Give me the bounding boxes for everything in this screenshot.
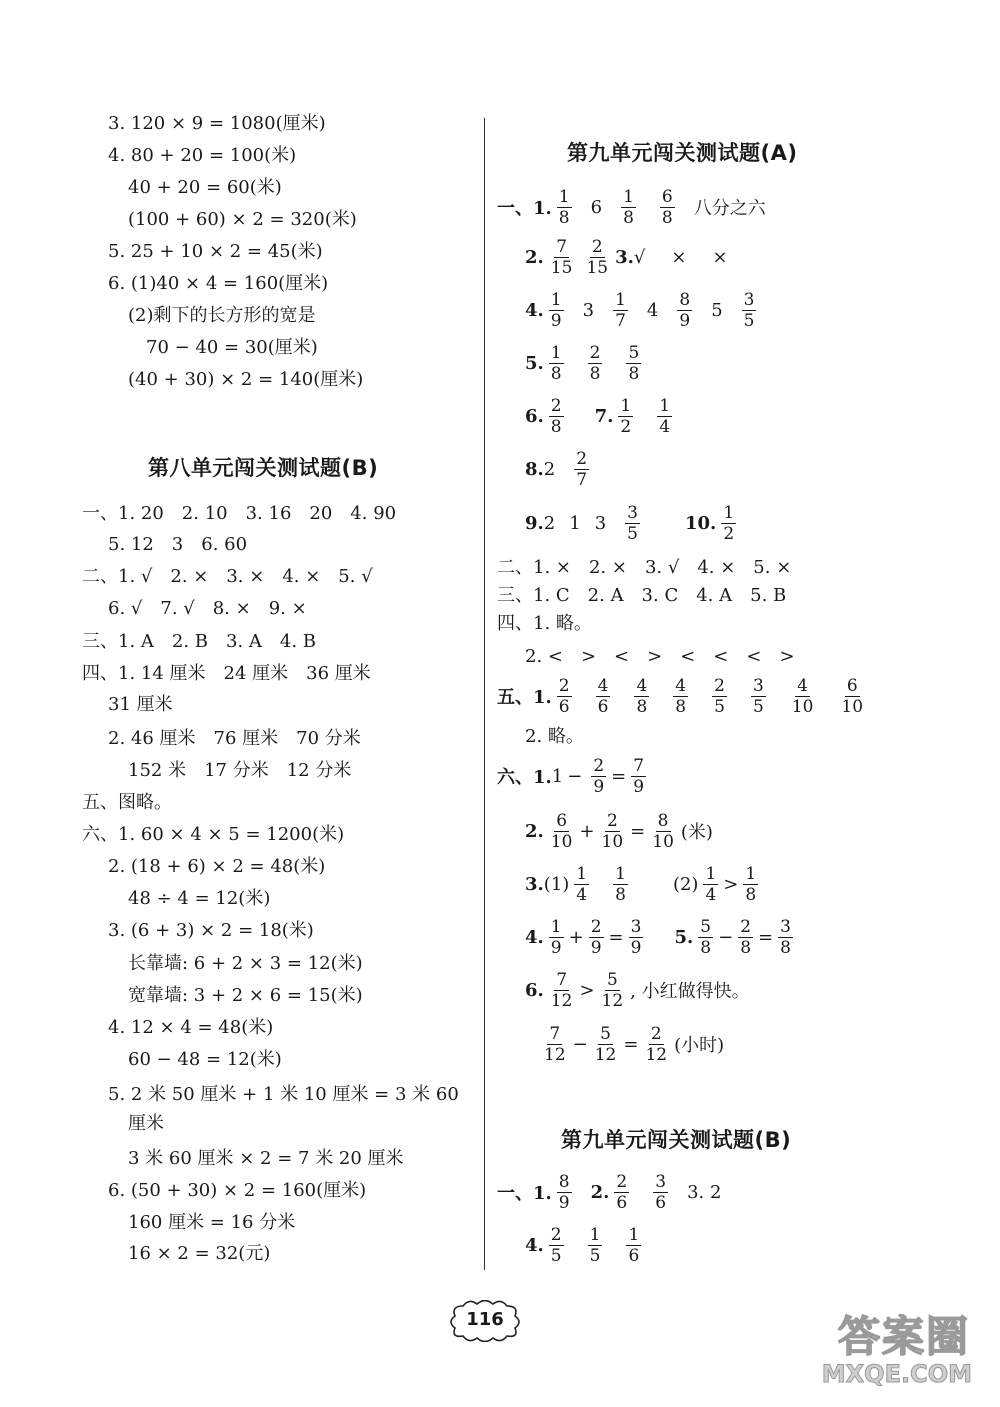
answer-line: 5. 25 + 10 × 2 = 45(米) (108, 241, 323, 262)
answer-text: , 小红做得快。 (630, 981, 750, 1002)
answer-row (497, 750, 651, 802)
answer-text: 4. (525, 299, 544, 321)
answer-text: 3 (582, 299, 595, 321)
fraction: $\frac{2}{9}$ (590, 916, 602, 958)
fraction: $\frac{3}{6}$ (655, 1171, 667, 1213)
fraction: $\frac{5}{8}$ (628, 342, 640, 384)
answer-text: (2) (672, 873, 699, 895)
answer-line: 4. 80 + 20 = 100(米) (108, 145, 297, 166)
answer-text: + (579, 820, 595, 842)
page-number: 116 (466, 1309, 504, 1330)
section-heading-unit9b: 第九单元闯关测试题(B) (561, 1128, 792, 1152)
answer-text: 4 (646, 299, 659, 321)
answer-line: 2. < > < > < < < > (525, 646, 795, 667)
answer-line: 6. (50 + 30) × 2 = 160(厘米) (108, 1180, 367, 1201)
fraction: $\frac{2}{8}$ (589, 342, 601, 384)
fraction: $\frac{1}{9}$ (550, 916, 562, 958)
answer-text: 7. (594, 405, 614, 427)
answer-line: (2)剩下的长方形的宽是 (128, 305, 316, 326)
answer-text: = (630, 820, 646, 842)
fraction: $\frac{7}{12}$ (550, 969, 573, 1011)
fraction: $\frac{1}{4}$ (705, 863, 717, 905)
fraction: $\frac{1}{6}$ (628, 1224, 640, 1266)
fraction: $\frac{5}{8}$ (700, 916, 712, 958)
answer-text: 2. (590, 1181, 610, 1203)
answer-line: 四、1. 14 厘米 24 厘米 36 厘米 (82, 663, 371, 684)
answer-line: 2. (18 + 6) × 2 = 48(米) (108, 856, 326, 877)
answer-line: 6. √ 7. √ 8. × 9. × (108, 598, 307, 619)
fraction: $\frac{8}{9}$ (679, 289, 691, 331)
answer-text: 3. (615, 246, 634, 268)
answer-line: 三、1. A 2. B 3. A 4. B (82, 631, 317, 652)
watermark-logo (765, 1300, 980, 1395)
fraction: $\frac{3}{8}$ (780, 916, 791, 958)
fraction: $\frac{1}{7}$ (615, 289, 626, 331)
fraction: $\frac{3}{5}$ (743, 289, 755, 331)
answer-text: 2 (543, 512, 556, 534)
fraction: $\frac{4}{8}$ (675, 675, 687, 717)
fraction: $\frac{6}{10}$ (550, 810, 573, 852)
watermark-url: MXQE.COM (821, 1360, 972, 1388)
answer-row (525, 805, 713, 857)
fraction: $\frac{1}{9}$ (550, 289, 562, 331)
answer-text: > (723, 873, 739, 895)
fraction: $\frac{5}{12}$ (601, 969, 624, 1011)
answer-text: 六、1. (497, 767, 552, 788)
fraction: $\frac{1}{2}$ (723, 502, 735, 544)
answer-line: 4. 12 × 4 = 48(米) (108, 1017, 274, 1038)
answer-line: 152 米 17 分米 12 分米 (128, 760, 352, 781)
answer-text: 3. 2 (687, 1181, 722, 1203)
answer-line: 一、1. 20 2. 10 3. 16 20 4. 90 (82, 503, 397, 524)
answer-text: 1 (569, 512, 581, 534)
answer-text: (小时) (674, 1035, 725, 1056)
answer-text: > (579, 979, 595, 1001)
answer-line: 3 米 60 厘米 × 2 = 7 米 20 厘米 (128, 1148, 404, 1169)
answer-line: 六、1. 60 × 4 × 5 = 1200(米) (82, 824, 345, 845)
section-heading-unit9a: 第九单元闯关测试题(A) (567, 141, 798, 165)
answer-text: = (608, 926, 624, 948)
answer-line: 40 + 20 = 60(米) (128, 177, 282, 198)
answer-row (525, 443, 594, 495)
answer-text: (1) (543, 873, 570, 895)
answer-text: (米) (680, 822, 713, 843)
answer-text: 8. (525, 458, 544, 480)
fraction: $\frac{7}{9}$ (633, 755, 645, 797)
answer-line: 2. 略。 (525, 726, 584, 747)
fraction: $\frac{1}{8}$ (558, 186, 570, 228)
column-divider (484, 118, 485, 1270)
answer-text: 一、1. (497, 1183, 552, 1204)
answer-text: 4. (525, 926, 544, 948)
answer-text: 6 (590, 196, 603, 218)
fraction: $\frac{7}{15}$ (550, 236, 573, 278)
answer-text: − (572, 1033, 588, 1055)
fraction: $\frac{2}{12}$ (645, 1023, 668, 1065)
answer-line: 宽靠墙: 3 + 2 × 6 = 15(米) (128, 985, 363, 1006)
fraction: $\frac{6}{8}$ (661, 186, 673, 228)
fraction: $\frac{2}{7}$ (576, 448, 588, 490)
section-heading-unit8b: 第八单元闯关测试题(B) (148, 456, 379, 480)
answer-text: 5. (525, 352, 544, 374)
answer-text: 2 (543, 458, 556, 480)
fraction: $\frac{3}{5}$ (752, 675, 764, 717)
answer-row (525, 964, 750, 1016)
answer-line: 三、1. C 2. A 3. C 4. A 5. B (497, 585, 787, 606)
fraction: $\frac{2}{5}$ (550, 1224, 562, 1266)
answer-line: 6. (1)40 × 4 = 160(厘米) (108, 273, 329, 294)
fraction: $\frac{2}{15}$ (586, 236, 609, 278)
answer-line: (40 + 30) × 2 = 140(厘米) (128, 369, 364, 390)
answer-row (525, 284, 761, 336)
fraction: $\frac{4}{10}$ (791, 675, 814, 717)
answer-line: 2. 46 厘米 76 厘米 70 分米 (108, 728, 361, 749)
answer-text: 2. (525, 820, 544, 842)
answer-line: 70 − 40 = 30(厘米) (146, 337, 318, 358)
answer-line: 四、1. 略。 (497, 613, 592, 634)
answer-line: 5. 2 米 50 厘米 + 1 米 10 厘米 = 3 米 60 (108, 1084, 459, 1105)
answer-text: 5 (711, 299, 723, 321)
fraction: $\frac{2}{10}$ (601, 810, 624, 852)
answer-row (525, 231, 728, 283)
page-number-badge (449, 1300, 521, 1342)
answer-text: 1 (551, 765, 564, 787)
answer-text: 4. (525, 1234, 544, 1256)
answer-text: 一、1. (497, 198, 552, 219)
answer-line: 160 厘米 = 16 分米 (128, 1212, 296, 1233)
answer-text: − (718, 926, 734, 948)
answer-row (525, 911, 798, 963)
answer-row (497, 1166, 721, 1218)
fraction: $\frac{6}{10}$ (841, 675, 864, 717)
answer-text: 2. (525, 246, 544, 268)
answer-text: = (758, 926, 774, 948)
answer-line: 3. 120 × 9 = 1080(厘米) (108, 113, 326, 134)
fraction: $\frac{1}{4}$ (659, 395, 671, 437)
answer-line: (100 + 60) × 2 = 320(米) (128, 209, 357, 230)
answer-line: 厘米 (128, 1113, 164, 1134)
fraction: $\frac{1}{8}$ (550, 342, 562, 384)
answer-line: 16 × 2 = 32(元) (128, 1243, 271, 1264)
fraction: $\frac{3}{5}$ (627, 502, 638, 544)
answer-row (525, 337, 646, 389)
answer-text: 3. (525, 873, 544, 895)
answer-text: − (567, 765, 583, 787)
answer-text: 9. (525, 512, 544, 534)
fraction: $\frac{1}{5}$ (589, 1224, 601, 1266)
fraction: $\frac{2}{9}$ (593, 755, 605, 797)
answer-line: 五、图略。 (82, 792, 172, 813)
answer-row (537, 1018, 724, 1070)
answer-text: + (568, 926, 584, 948)
fraction: $\frac{1}{8}$ (745, 863, 757, 905)
answer-line: 二、1. × 2. × 3. √ 4. × 5. × (497, 557, 792, 578)
answer-line: 60 − 48 = 12(米) (128, 1049, 282, 1070)
answer-text: 5. (674, 926, 694, 948)
fraction: $\frac{2}{8}$ (550, 395, 562, 437)
fraction: $\frac{8}{9}$ (558, 1171, 570, 1213)
fraction: $\frac{5}{12}$ (594, 1023, 617, 1065)
answer-line: 二、1. √ 2. × 3. × 4. × 5. √ (82, 566, 373, 587)
answer-text: √ (633, 246, 646, 268)
watermark-title: 答案圈 (837, 1312, 970, 1361)
answer-text: × (671, 246, 687, 268)
fraction: $\frac{8}{10}$ (652, 810, 674, 852)
answer-row (497, 181, 766, 233)
fraction: $\frac{1}{4}$ (576, 863, 588, 905)
answer-text: 八分之六 (693, 198, 766, 219)
answer-line: 长靠墙: 6 + 2 × 3 = 12(米) (128, 953, 363, 974)
fraction: $\frac{2}{6}$ (616, 1171, 628, 1213)
fraction: $\frac{1}{2}$ (620, 395, 632, 437)
answer-row (525, 858, 763, 910)
fraction: $\frac{4}{8}$ (636, 675, 648, 717)
answer-text: 五、1. (497, 687, 552, 708)
answer-line: 48 ÷ 4 = 12(米) (128, 888, 271, 909)
fraction: $\frac{3}{9}$ (630, 916, 642, 958)
fraction: $\frac{1}{8}$ (615, 863, 626, 905)
answer-row (497, 670, 870, 722)
answer-text: = (611, 765, 627, 787)
answer-line: 3. (6 + 3) × 2 = 18(米) (108, 920, 314, 941)
fraction: $\frac{1}{8}$ (623, 186, 634, 228)
answer-text: × (712, 246, 728, 268)
fraction: $\frac{2}{5}$ (714, 675, 725, 717)
fraction: $\frac{7}{12}$ (544, 1023, 566, 1065)
answer-row (525, 497, 741, 549)
answer-text: = (623, 1033, 639, 1055)
answer-text: 6. (525, 979, 544, 1001)
fraction: $\frac{2}{8}$ (740, 916, 752, 958)
answer-line: 31 厘米 (108, 694, 173, 715)
answer-row (525, 1219, 646, 1271)
answer-text: 10. (684, 512, 717, 534)
fraction: $\frac{2}{6}$ (558, 675, 570, 717)
answer-text: 6. (525, 405, 544, 427)
answer-line: 5. 12 3 6. 60 (108, 534, 248, 555)
answer-text: 3 (594, 512, 607, 534)
answer-row (525, 390, 677, 442)
fraction: $\frac{4}{6}$ (597, 675, 609, 717)
